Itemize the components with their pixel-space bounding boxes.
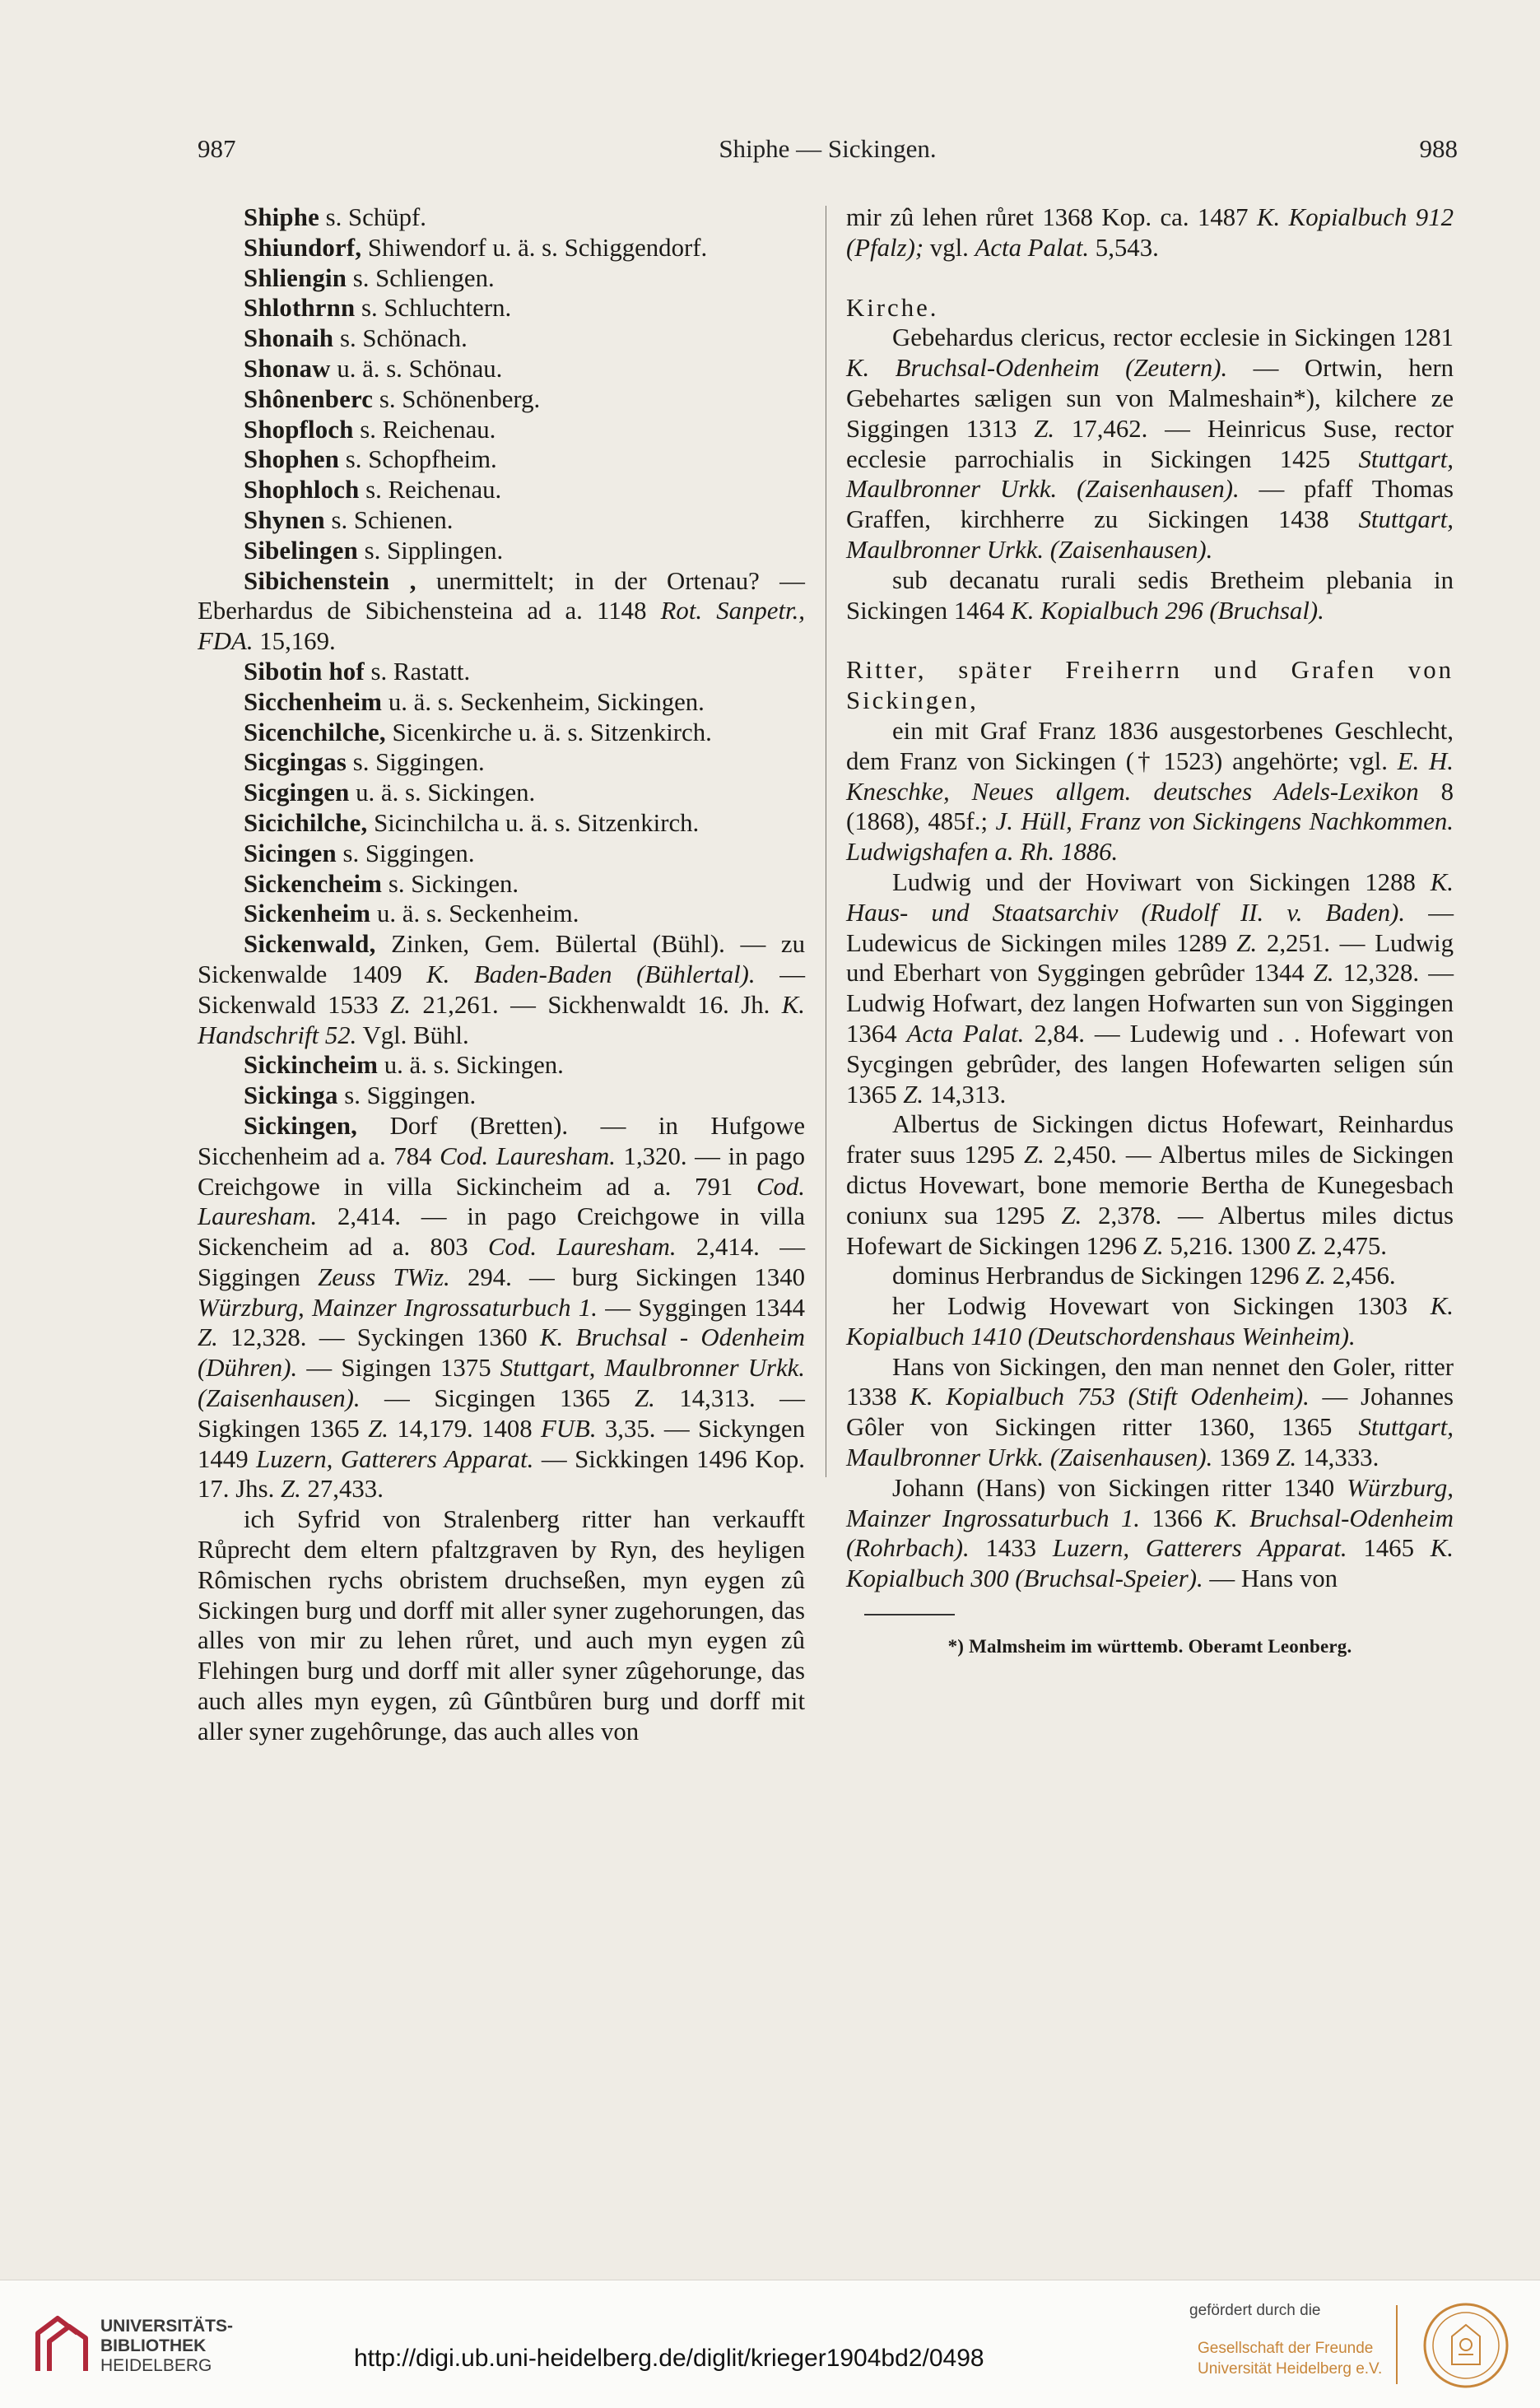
left-column	[198, 202, 805, 1747]
ritter-paragraph-1: ein mit Graf Franz 1836 ausgestorbenes Geschlecht, dem Franz von Sickingen († 1523) angehörte; vgl. E. H. Kneschke, Neues allgem. deutsches Adels-Lexikon 8 (1868), 485f.; J. Hüll, Franz von Sickingens Nachkommen. Ludwigshafen a. Rh. 1886.	[846, 716, 1454, 867]
entry-shophen: Shophen s. Schopfheim.	[244, 445, 497, 474]
ritter-paragraph-2: Ludwig und der Hoviwart von Sickingen 1288 K. Haus- und Staatsarchiv (Rudolf II. v. Baden). — Ludewicus de Sickingen miles 1289 Z. 2,251. — Ludwig und Eberhart von Syggingen gebrûder 1344 Z. 12,328. — Ludwig Hofwart, dez langen Hofwarten sun von Siggingen 1364 Acta Palat. 2,84. — Ludewig und . . Hofewart von Sycgingen gebrûder, des langen Hofewarten seligen sún 1365 Z. 14,313.	[846, 867, 1454, 1109]
entry-sickenwald: Sickenwald, Zinken, Gem. Bülertal (Bühl). — zu Sickenwalde 1409 K. Baden-Baden (Bühlertal). — Sickenwald 1533 Z. 21,261. — Sickhenwaldt 16. Jh. K. Handschrift 52. Vgl. Bühl.	[198, 930, 805, 1049]
ritter-paragraph-6: Hans von Sickingen, den man nennet den Goler, ritter 1338 K. Kopialbuch 753 (Stift Odenheim). — Johannes Gôler von Sickingen ritter 1360, 1365 Stuttgart, Maulbronner Urkk. (Zaisenhausen). 1369 Z. 14,333.	[846, 1352, 1454, 1472]
entry-sibichenstein: Sibichenstein , unermittelt; in der Ortenau? — Eberhardus de Sibichensteina ad a. 1148 Rot. Sanpetr., FDA. 15,169.	[198, 566, 805, 656]
running-title: Shiphe — Sickingen.	[719, 134, 937, 163]
entry-shonaw: Shonaw u. ä. s. Schönau.	[244, 354, 503, 383]
section-gap	[846, 263, 1454, 293]
entry-sicingen: Sicingen s. Siggingen.	[244, 839, 475, 867]
entry-sickingen: Sickingen, Dorf (Bretten). — in Hufgowe Sicchenheim ad a. 784 Cod. Lauresham. 1,320. — in pago Creichgowe in villa Sickincheim ad a. 791 Cod. Lauresham. 2,414. — in pago Creichgowe in villa Sickencheim ad a. 803 Cod. Lauresham. 2,414. — Siggingen Zeuss TWiz. 294. — burg Sickingen 1340 Würzburg, Mainzer Ingrossaturbuch 1. — Syggingen 1344 Z. 12,328. — Syckingen 1360 K. Bruchsal - Odenheim (Dühren). — Sigingen 1375 Stuttgart, Maulbronner Urkk. (Zaisenhausen). — Sicgingen 1365 Z. 14,313. — Sigkingen 1365 Z. 14,179. 1408 FUB. 3,35. — Sickyngen 1449 Luzern, Gatterers Apparat. — Sickkingen 1496 Kop. 17. Jhs. Z. 27,433.	[198, 1111, 806, 1504]
footer-separator	[1396, 2305, 1398, 2384]
entry-shliengin: Shliengin s. Schliengen.	[244, 263, 495, 292]
university-seal-icon	[1421, 2300, 1511, 2391]
entry-shlothrnn: Shlothrnn s. Schluchtern.	[244, 294, 512, 323]
entry-sicenchilche: Sicenchilche, Sicenkirche u. ä. s. Sitzenkirch.	[244, 718, 712, 746]
entry-shiphe: Shiphe s. Schüpf.	[244, 203, 426, 231]
entry-shophloch: Shophloch s. Reichenau.	[244, 476, 502, 504]
sponsor-name: Gesellschaft der Freunde Universität Heidelberg e.V.	[1198, 2340, 1383, 2378]
entry-sibotin-hof: Sibotin hof s. Rastatt.	[244, 657, 471, 686]
quote-stralenberg: ich Syfrid von Stralenberg ritter han verkaufft Růprecht dem eltern pfaltzgraven by Ryn, des heyligen Rômischen rychs obristem druchseßen, myn eygen zû Sickingen burg und dorff mit aller syner zugehorungen, das alles von mir zu lehen růret, und auch myn eygen zû Flehingen burg und dorff mit aller syner zûgehorunge, das auch alles myn eygen, zû Gûntbůren burg und dorff mit aller syner zugehôrunge, das auch alles von	[198, 1505, 805, 1746]
continuation-paragraph: mir zû lehen růret 1368 Kop. ca. 1487 K. Kopialbuch 912 (Pfalz); vgl. Acta Palat. 5,543.	[846, 203, 1454, 262]
university-library-logo-icon	[33, 2313, 91, 2376]
entry-shonaih: Shonaih s. Schönach.	[244, 324, 468, 353]
entry-sicichilche: Sicichilche, Sicinchilcha u. ä. s. Sitzenkirch.	[244, 808, 700, 837]
entry-sibelingen: Sibelingen s. Sipplingen.	[244, 536, 504, 565]
footer-bar	[0, 2280, 1540, 2408]
ritter-paragraph-5: her Lodwig Hovewart von Sickingen 1303 K. Kopialbuch 1410 (Deutschordenshaus Weinheim).	[846, 1292, 1454, 1350]
entry-sickincheim: Sickincheim u. ä. s. Sickingen.	[244, 1051, 564, 1080]
kirche-paragraph-2: sub decanatu rurali sedis Bretheim plebania in Sickingen 1464 K. Kopialbuch 296 (Bruchsal).	[846, 565, 1454, 625]
entry-sickencheim: Sickencheim s. Sickingen.	[244, 869, 519, 898]
entry-sickinga: Sickinga s. Siggingen.	[244, 1081, 477, 1110]
ritter-paragraph-3: Albertus de Sickingen dictus Hofewart, Reinhardus frater suus 1295 Z. 2,450. — Albertus miles de Sickingen dictus Hovewart, bone memorie Bertha de Kunegesbach coniunx sua 1295 Z. 2,378. — Albertus miles dictus Hofewart de Sickingen 1296 Z. 5,216. 1300 Z. 2,475.	[846, 1110, 1454, 1260]
section-heading-ritter: Ritter, später Freiherrn und Grafen von Sickingen,	[846, 656, 1454, 715]
footnote: *) Malmsheim im württemb. Oberamt Leonberg.	[947, 1636, 1352, 1657]
entry-shiundorf: Shiundorf, Shiwendorf u. ä. s. Schiggendorf.	[244, 233, 708, 262]
right-column	[846, 202, 1454, 1678]
entry-sicgingas: Sicgingas s. Siggingen.	[244, 748, 485, 777]
sponsor-label: gefördert durch die	[1189, 2302, 1321, 2319]
section-gap	[846, 625, 1454, 655]
section-heading-kirche: Kirche.	[846, 293, 939, 322]
entry-sicgingen: Sicgingen u. ä. s. Sickingen.	[244, 779, 536, 807]
kirche-paragraph-1: Gebehardus clericus, rector ecclesie in Sickingen 1281 K. Bruchsal-Odenheim (Zeutern). — Ortwin, hern Gebehartes sæligen sun von Malmeshain*), kilchere ze Siggingen 1313 Z. 17,462. — Heinricus Suse, rector ecclesie parrochialis in Sickingen 1425 Stuttgart, Maulbronner Urkk. (Zaisenhausen). — pfaff Thomas Graffen, kirchherre zu Sickingen 1438 Stuttgart, Maulbronner Urkk. (Zaisenhausen).	[846, 323, 1454, 564]
entry-sicchenheim: Sicchenheim u. ä. s. Seckenheim, Sickingen.	[244, 687, 705, 716]
page-number-left: 987	[198, 134, 236, 163]
entry-sickenheim: Sickenheim u. ä. s. Seckenheim.	[244, 900, 579, 928]
permalink-url[interactable]: http://digi.ub.uni-heidelberg.de/diglit/krieger1904bd2/0498	[354, 2345, 984, 2372]
ritter-paragraph-4: dominus Herbrandus de Sickingen 1296 Z. 2,456.	[892, 1262, 1396, 1290]
library-name: UNIVERSITÄTS- BIBLIOTHEK HEIDELBERG	[100, 2317, 234, 2375]
page-number-right: 988	[1419, 134, 1458, 163]
entry-shonenberc: Shônenberc s. Schönenberg.	[244, 384, 541, 413]
entry-shynen: Shynen s. Schienen.	[244, 505, 454, 534]
footnote-rule	[864, 1614, 955, 1615]
entry-shopfloch: Shopfloch s. Reichenau.	[244, 415, 496, 444]
ritter-paragraph-7: Johann (Hans) von Sickingen ritter 1340 Würzburg, Mainzer Ingrossaturbuch 1. 1366 K. Bruchsal-Odenheim (Rohrbach). 1433 Luzern, Gatterers Apparat. 1465 K. Kopialbuch 300 (Bruchsal-Speier). — Hans von	[846, 1473, 1454, 1593]
running-head	[198, 134, 1458, 175]
